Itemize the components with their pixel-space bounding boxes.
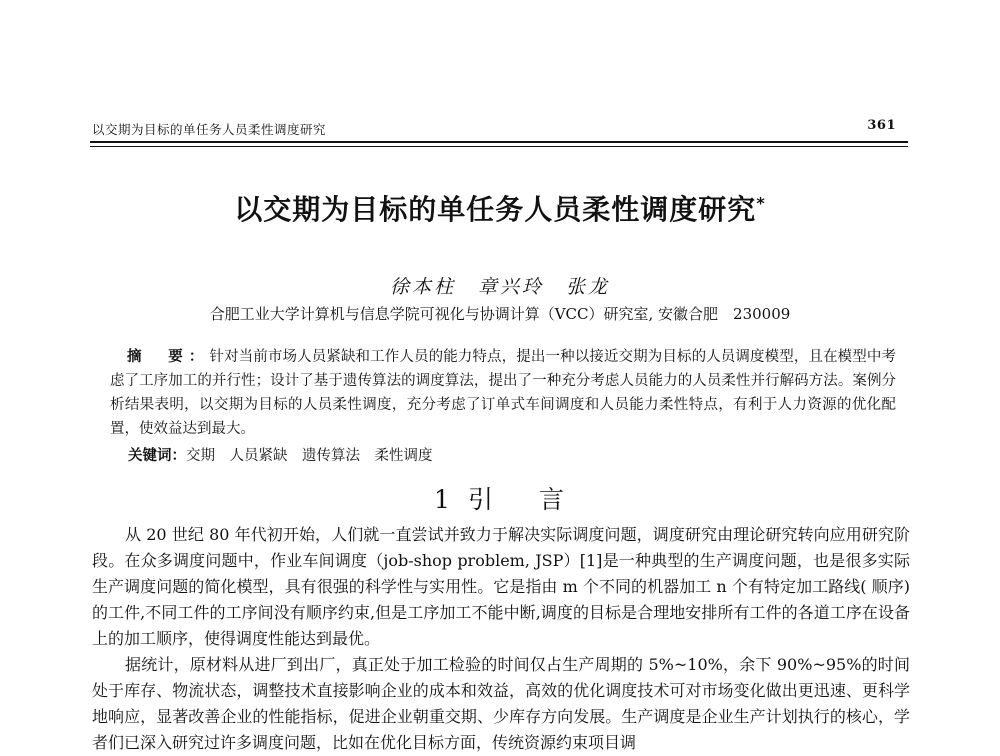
paper-title-text: 以交期为目标的单任务人员柔性调度研究 [234,193,757,226]
authors: 徐本柱 章兴玲 张龙 [389,276,610,298]
section-word-2: 言 [538,485,566,514]
title-footnote-mark: * [756,193,766,213]
body-text [92,522,910,756]
running-head [92,118,908,138]
body-paragraph-2: 据统计，原材料从进厂到出厂，真正处于加工检验的时间仅占生产周期的 5%~10%，余下 90%~95%的时间处于库存、物流状态，调整技术直接影响企业的成本和效益，高效的优化调度技术可对市场变化做出更迅速、更科学地响应，显著改善企业的性能指标，促进企业朝重交期、少库存方向发展。生产调度是企业生产计划执行的核心，学者们已深入研究过许多调度问题，比如在优化目标方面，传统资源约束项目调 [92,655,910,752]
header-rule-thick [90,141,908,143]
section-word-1: 引 [467,485,495,514]
paper-title [0,188,1000,228]
body-paragraph-1: 从 20 世纪 80 年代初开始，人们就一直尝试并致力于解决实际调度问题，调度研究由理论研究转向应用研究阶段。在众多调度问题中，作业车间调度（job-shop problem, JSP）[1]是一种典型的生产调度问题，也是很多实际生产调度问题的简化模型，具有很强的科学性与实用性。它是指由 m 个不同的机器加工 n 个有特定加工路线( 顺序)的工件,不同工件的工序间没有顺序约束,但是工序加工不能中断,调度的目标是合理地安排所有工件的各道工序在设备上的加工顺序，使得调度性能达到最优。 [92,525,910,648]
section-number: 1 [434,485,452,514]
running-head-title: 以交期为目标的单任务人员柔性调度研究 [92,122,327,137]
header-rule-thin [90,146,908,147]
abstract-text: 针对当前市场人员紧缺和工作人员的能力特点，提出一种以接近交期为目标的人员调度模型，且在模型中考虑了工序加工的并行性；设计了基于遗传算法的调度算法，提出了一种充分考虑人员能力的人员柔性并行解码方法。案例分析结果表明，以交期为目标的人员柔性调度，充分考虑了订单式车间调度和人员能力柔性特点，有利于人力资源的优化配置，使效益达到最大。 [110,349,897,437]
section-heading [0,480,1000,516]
page-number: 361 [867,118,896,133]
keywords-label: 关键词： [128,447,186,464]
abstract-label: 摘 要： [127,348,210,365]
keywords [128,444,888,465]
keywords-text: 交期 人员紧缺 遗传算法 柔性调度 [186,448,433,464]
abstract [110,345,896,441]
affiliation: 合肥工业大学计算机与信息学院可视化与协调计算（VCC）研究室, 安徽合肥 230009 [209,305,791,323]
